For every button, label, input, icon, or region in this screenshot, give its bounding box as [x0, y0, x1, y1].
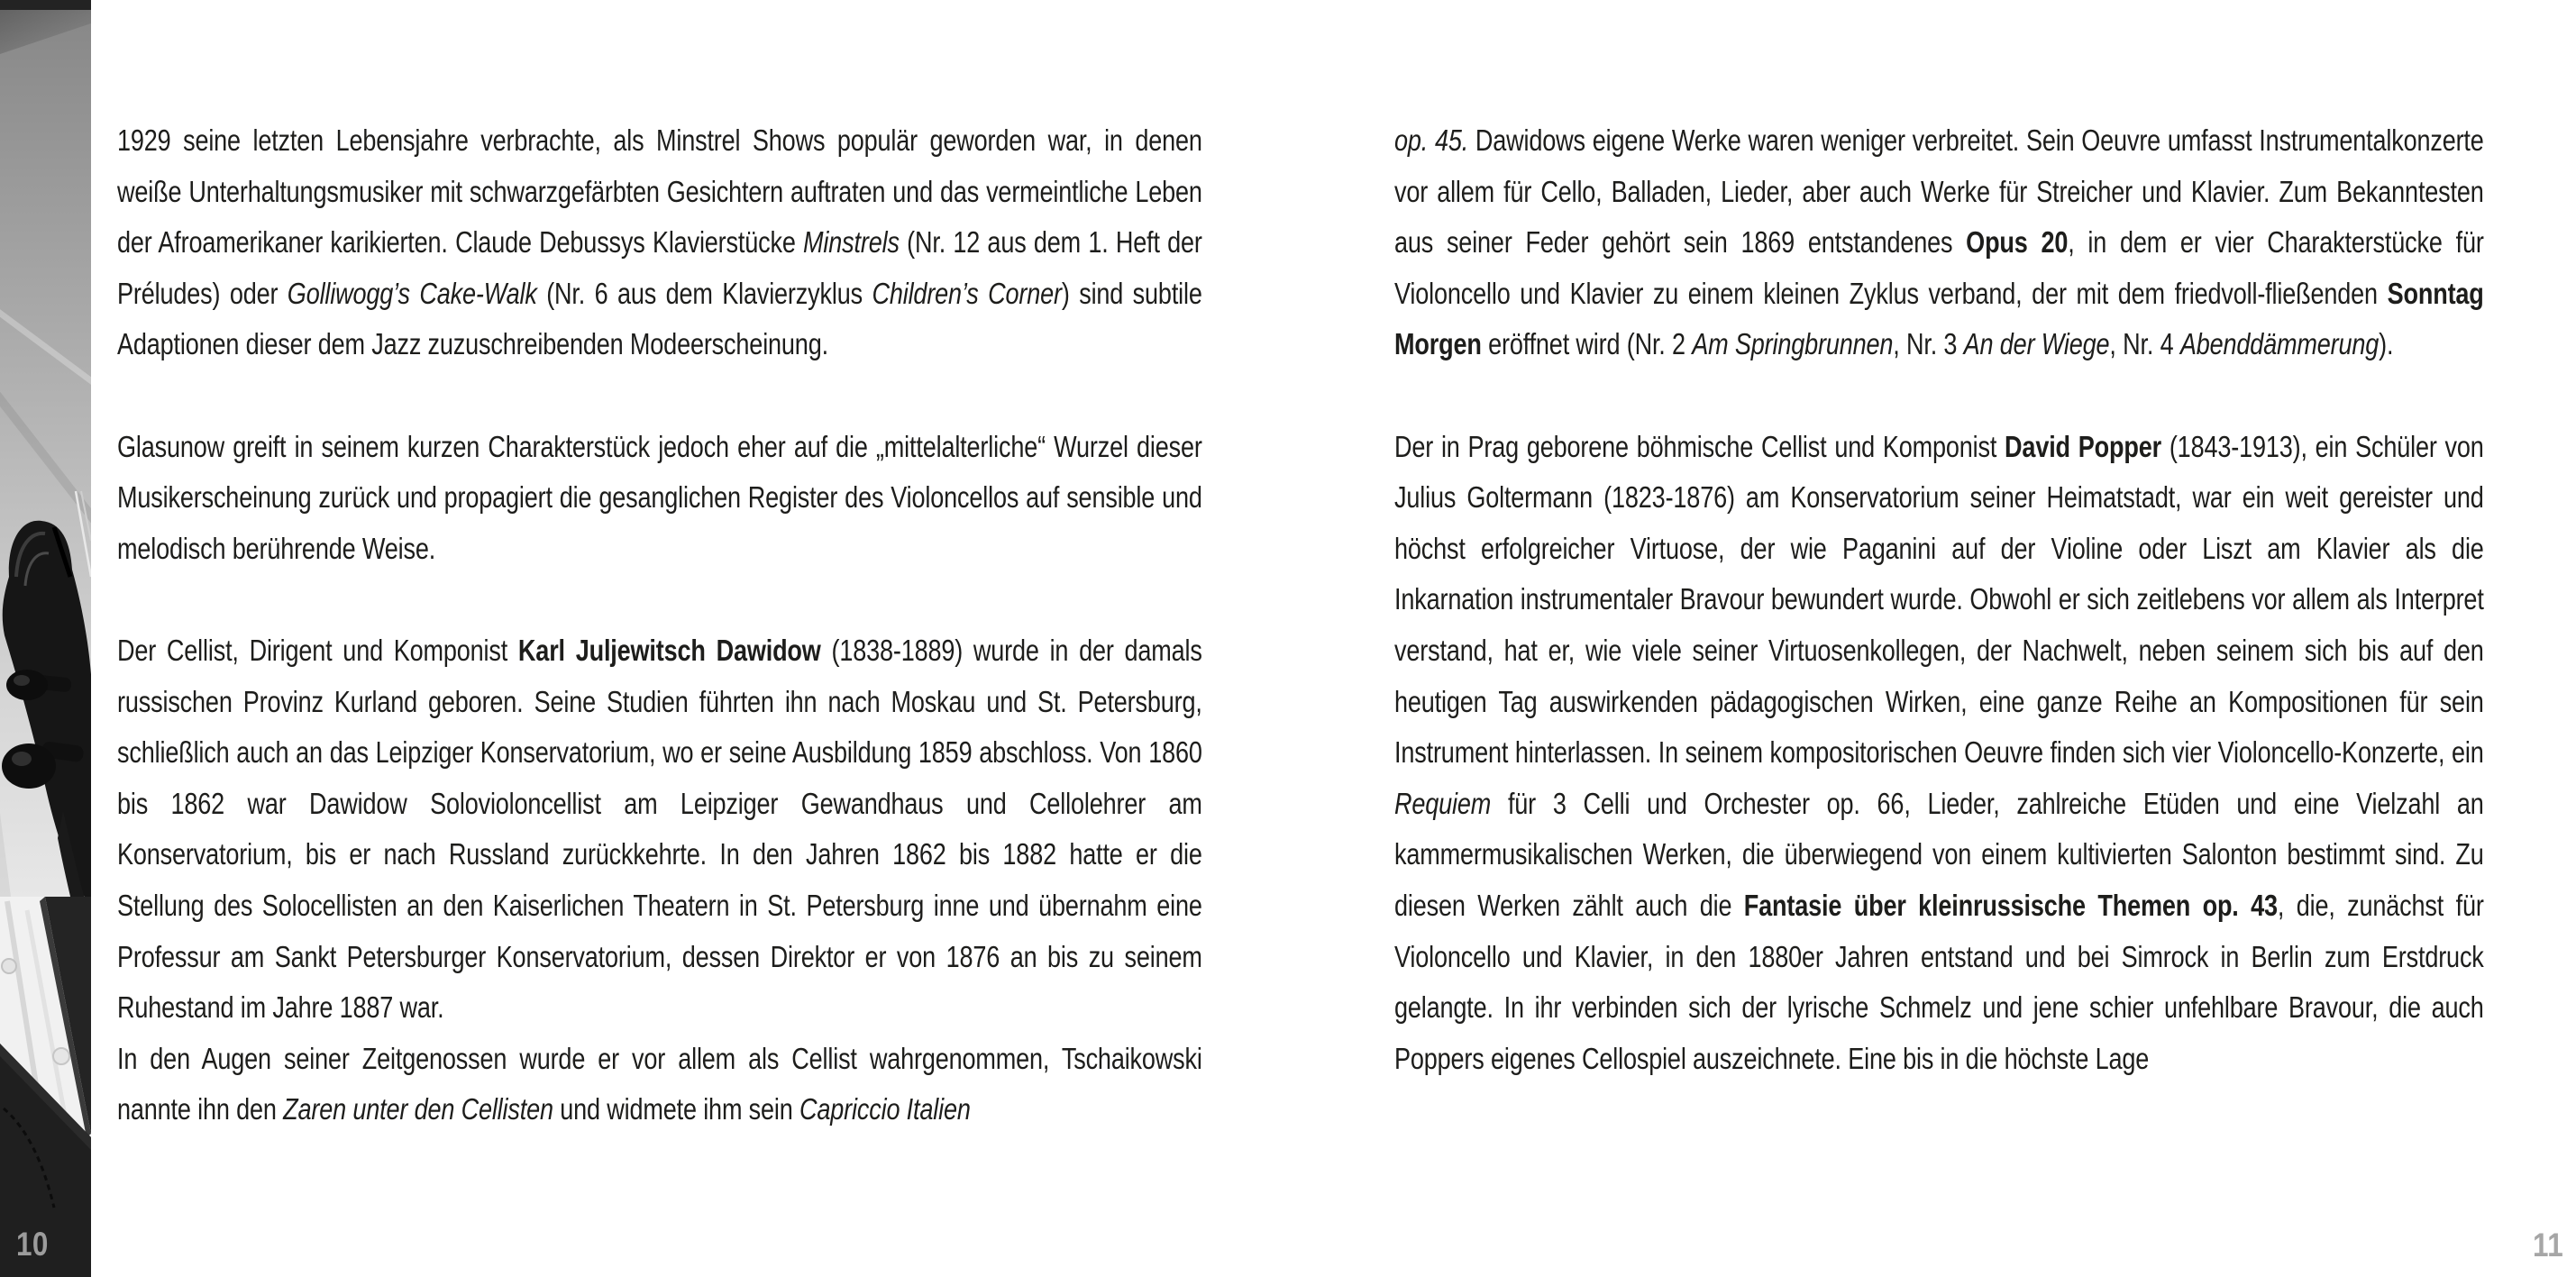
left-page-text-column — [117, 115, 1202, 1136]
paragraph-glasunow: Glasunow greift in seinem kurzen Charakterstück jedoch eher auf die „mittelalterliche“ Wurzel dieser Musikerscheinung zurück und propagiert die gesanglichen Register des Violoncellos auf sensible und melodisch berührende Weise. — [117, 429, 1202, 565]
paragraph-minstrel-shows: 1929 seine letzten Lebensjahre verbrachte, als Minstrel Shows populär geworden war, in denen weiße Unterhaltungsmusiker mit schwarzgefärbten Gesichtern auftraten und das vermeintliche Leben der Afroamerikaner karikierten. Claude Debussys Klavierstücke Minstrels (Nr. 12 aus dem 1. Heft der Préludes) oder Golliwogg’s Cake-Walk (Nr. 6 aus dem Klavierzyklus Children’s Corner) sind subtile Adaptionen dieser dem Jazz zuzuschreibenden Modeerscheinung. — [117, 123, 1202, 361]
paragraph-dawidow-cellist: In den Augen seiner Zeitgenossen wurde er vor allem als Cellist wahrgenommen, Tschaikowski nannte ihn den Zaren unter den Cellisten und widmete ihm sein Capriccio Italien — [117, 1041, 1202, 1126]
cello-scroll-photo — [0, 0, 91, 1277]
paragraph-dawidow-bio: Der Cellist, Dirigent und Komponist Karl Juljewitsch Dawidow (1838-1889) wurde in der damals russischen Provinz Kurland geboren. Seine Studien führten ihn nach Moskau und St. Petersburg, schließlich auch an das Leipziger Konservatorium, wo er seine Ausbildung 1859 abschloss. Von 1860 bis 1862 war Dawidow Solovioloncellist am Leipziger Gewandhaus und Cellolehrer am Konservatorium, bis er nach Russland zurückkehrte. In den Jahren 1862 bis 1882 hatte er die Stellung des Solocellisten an den Kaiserlichen Theatern in St. Petersburg inne und übernahm eine Professur am Sankt Petersburger Konservatorium, dessen Direktor er von 1876 an bis zu seinem Ruhestand im Jahre 1887 war. — [117, 633, 1202, 1025]
right-page-text-column — [1394, 115, 2484, 1084]
cello-photo-strip — [0, 0, 91, 1277]
paragraph-dawidow-werke: op. 45. Dawidows eigene Werke waren weniger verbreitet. Sein Oeuvre umfasst Instrumentalkonzerte vor allem für Cello, Balladen, Lieder, aber auch Werke für Streicher und Klavier. Zum Bekanntesten aus seiner Feder gehört sein 1869 entstandenes Opus 20, in dem er vier Charakterstücke für Violoncello und Klavier zu einem kleinen Zyklus verband, der mit dem friedvoll-fließenden Sonntag Morgen eröffnet wird (Nr. 2 Am Springbrunnen, Nr. 3 An der Wiege, Nr. 4 Abenddämmerung). — [1394, 123, 2484, 361]
paragraph-popper-bio: Der in Prag geborene böhmische Cellist und Komponist David Popper (1843-1913), ein Schüler von Julius Goltermann (1823-1876) am Konservatorium seiner Heimatstadt, war ein weit gereister und höchst erfolgreicher Virtuose, der wie Paganini auf der Violine oder Liszt am Klavier als die Inkarnation instrumentaler Bravour bewundert wurde. Obwohl er sich zeitlebens vor allem als Interpret verstand, hat er, wie viele seiner Virtuosenkollegen, der Nachwelt, neben seinem sich bis auf den heutigen Tag auswirkenden pädagogischen Wirken, eine ganze Reihe an Kompositionen für sein Instrument hinterlassen. In seinem kompositorischen Oeuvre finden sich vier Violoncello-Konzerte, ein Requiem für 3 Celli und Orchester op. 66, Lieder, zahlreiche Etüden und eine Vielzahl an kammermusikalischen Werken, die überwiegend von einem kultivierten Salonton bestimmt sind. Zu diesen Werken zählt auch die Fantasie über kleinrussische Themen op. 43, die, zunächst für Violoncello und Klavier, in den 1880er Jahren entstand und bei Simrock in Berlin zum Erstdruck gelangte. In ihr verbinden sich der lyrische Schmelz und jene schier unfehlbare Bravour, die auch Poppers eigenes Cellospiel auszeichnete. Eine bis in die höchste Lage — [1394, 429, 2484, 1075]
page-number-left: 10 — [16, 1226, 49, 1263]
page-number-right: 11 — [2532, 1227, 2563, 1263]
